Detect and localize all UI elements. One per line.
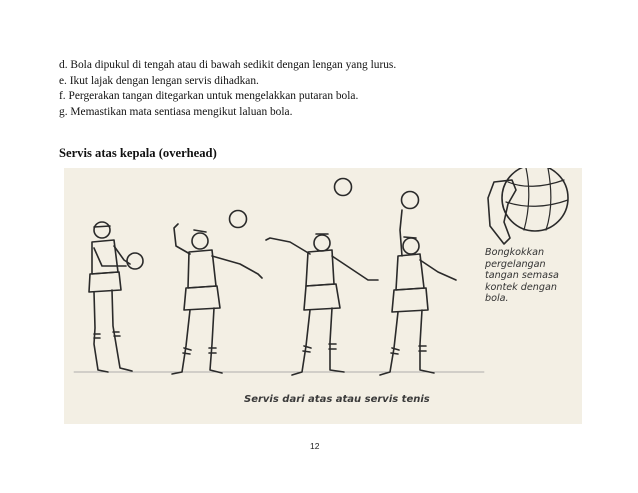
serve-illustration-figure [64,168,582,424]
list-item-f: f. Pergerakan tangan ditegarkan untuk mengelakkan putaran bola. [59,90,359,103]
note-line: tangan semasa [485,270,559,282]
section-heading: Servis atas kepala (overhead) [59,146,217,160]
list-item-d: d. Bola dipukul di tengah atau di bawah sedikit dengan lengan yang lurus. [59,59,397,71]
figure-caption: Servis dari atas atau servis tenis [244,394,430,405]
note-line: pergelangan [485,258,546,270]
instruction-list [59,58,579,120]
note-line: kontek dengan [485,281,557,293]
note-line: Bongkokkan [485,247,545,258]
note-line: bola. [485,293,509,305]
list-item-g: g. Memastikan mata sentiasa mengikut laluan bola. [59,105,293,118]
list-item-e: e. Ikut lajak dengan lengan servis dihadkan. [59,74,259,87]
page-number: 12 [310,441,320,451]
wrist-note [485,247,581,305]
